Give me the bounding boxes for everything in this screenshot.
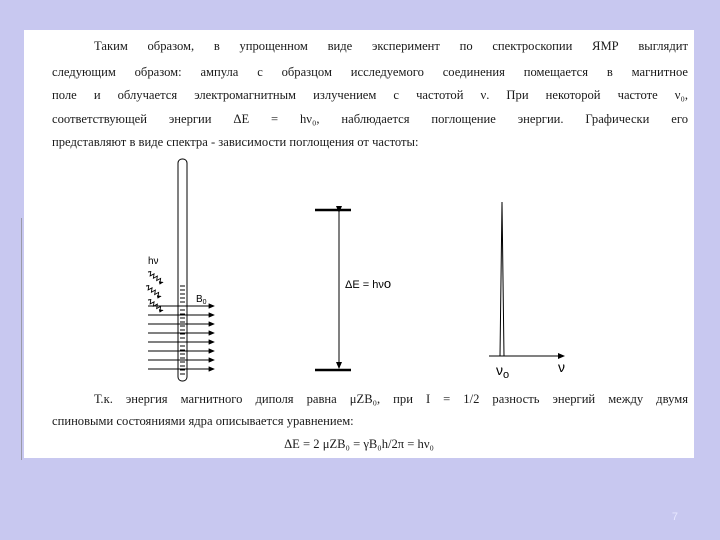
b0-label: $B_0$ [196, 294, 207, 306]
paragraph1-line5: представляют в виде спектра - зависимости поглощения от частоты: [52, 135, 419, 149]
hv-label: hν [148, 256, 159, 267]
paragraph2-line2: спиновыми состояниями ядра описывается уравнением: [52, 414, 354, 428]
left-decor-line [21, 218, 22, 460]
paragraph1-line3: поле и облучается электромагнитным излучением с частотой ν. При некоторой частоте ν₀, [52, 88, 688, 102]
slide-page [24, 30, 694, 458]
paragraph1-line1: Таким образом, в упрощенном виде эксперимент по спектроскопии ЯМР выглядит [94, 39, 688, 53]
paragraph1-line4: соответствующей энергии ΔE = hν₀, наблюдается поглощение энергии. Графически его [52, 112, 688, 126]
energy-label: ΔE = hνo [345, 276, 392, 291]
energy-formula: ΔE = 2 μZB₀ = γB₀h/2π = hν₀ [284, 437, 434, 451]
page-number: 7 [671, 511, 678, 523]
frequency-axis-label: ν [558, 359, 565, 375]
paragraph1-line2: следующим образом: ампула с образцом исследуемого соединения помещается в магнитное [52, 65, 688, 79]
spectrum-plot [489, 202, 564, 356]
peak-label: $\nu_o$ [496, 362, 510, 381]
paragraph2-line1: Т.к. энергия магнитного диполя равна μZB₀, при I = 1/2 разность энергий между двумя [94, 392, 688, 406]
sample-tube [178, 159, 187, 381]
